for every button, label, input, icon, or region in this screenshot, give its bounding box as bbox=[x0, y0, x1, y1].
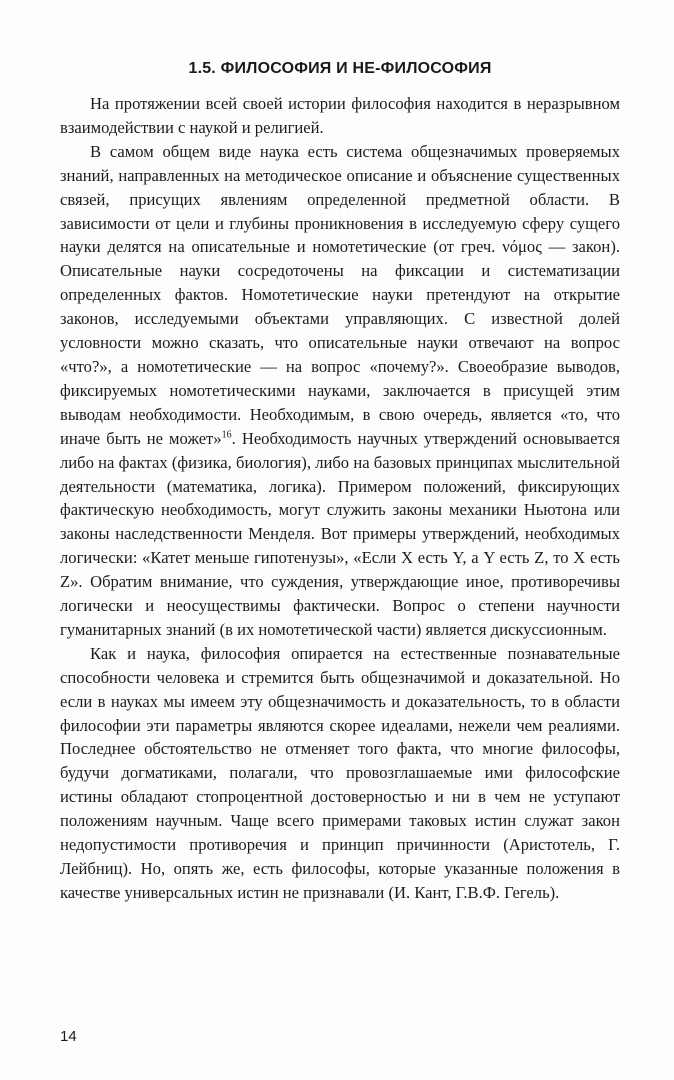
body-text bbox=[60, 92, 620, 905]
paragraph-2 bbox=[60, 140, 620, 642]
footnote-marker: 16 bbox=[221, 429, 232, 441]
paragraph-3: Как и наука, философия опирается на естественные познавательные способности человека и стремится быть общезначимой и доказательной. Но если в науках мы имеем эту общезначимость и доказательность, то в области философии эти параметры являются скорее идеалами, нежели чем реалиями. Последнее обстоятельство не отменяет того факта, что многие философы, будучи догматиками, полагали, что провозглашаемые ими философские истины обладают стопроцентной достоверностью и ни в чем не уступают положениям научным. Чаще всего примерами таковых истин служат закон недопустимости противоречия и принцип причинности (Аристотель, Г. Лейбниц). Но, опять же, есть философы, которые указанные положения в качестве универсальных истин не признавали (И. Кант, Г.В.Ф. Гегель). bbox=[60, 643, 620, 902]
paragraph-1: На протяжении всей своей истории философия находится в неразрывном взаимодействии с наукой и религией. bbox=[60, 94, 620, 137]
paragraph-2-text-continued: . Необходимость научных утверждений основывается либо на фактах (физика, биология), либо на базовых принципах мыслительной деятельности (математика, логика). Примером положений, фиксирующих фактическую необходимость, могут служить законы механики Ньютона или законы наследственности Менделя. Вот примеры утверждений, необходимых логически: «Катет меньше гипотенузы», «Если X есть Y, а Y есть Z, то X есть Z». Обратим внимание, что суждения, утверждающие иное, противоречивы логически и неосуществимы фактически. Вопрос о степени научности гуманитарных знаний (в их номотетической части) является дискуссионным. bbox=[60, 428, 620, 639]
paragraph-2-text: В самом общем виде наука есть система общезначимых проверяемых знаний, направленных на методическое описание и объяснение существенных связей, присущих явлениям определенной предметной области. В зависимости от цели и глубины проникновения в исследуемую сферу сущего науки делятся на описательные и номотетические (от греч. νόμος — закон). Описательные науки сосредоточены на фиксации и систематизации определенных фактов. Номотетические науки претендуют на открытие законов, исследуемыми объектами управляющих. С известной долей условности можно сказать, что описательные науки отвечают на вопрос «что?», а номотетические — на вопрос «почему?». Своеобразие выводов, фиксируемых номотетическими науками, заключается в присущей этим выводам необходимости. Необходимым, в свою очередь, является «то, что иначе быть не может» bbox=[60, 141, 620, 448]
section-heading: 1.5. ФИЛОСОФИЯ И НЕ-ФИЛОСОФИЯ bbox=[188, 60, 492, 77]
page-number: 14 bbox=[60, 1028, 77, 1045]
